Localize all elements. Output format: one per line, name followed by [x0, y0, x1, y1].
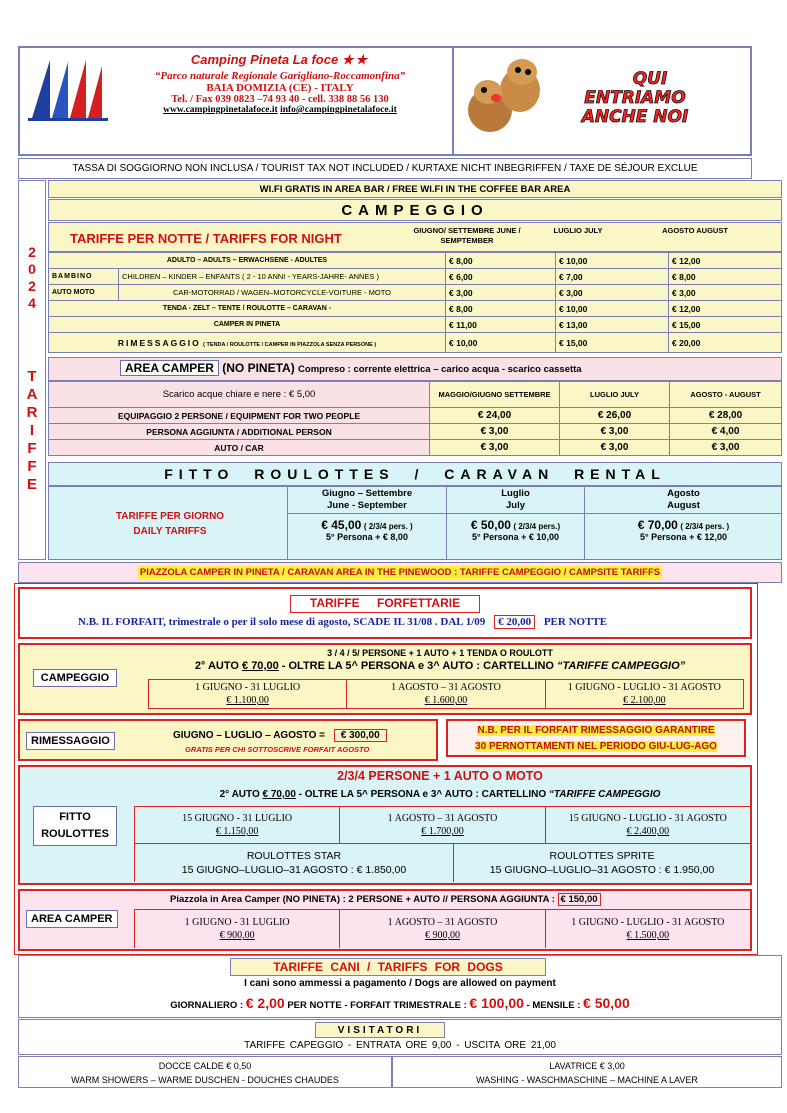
- dogs-monthly: - MENSILE :: [526, 1000, 581, 1011]
- area-price: € 3,00: [670, 440, 782, 456]
- period-price: € 900,00: [424, 930, 460, 941]
- fitto-pers: ( 2/3/4 pers.): [513, 522, 561, 531]
- fitto-pers: ( 2/3/4 pers. ): [680, 522, 730, 531]
- area-row-label: AUTO / CAR: [49, 440, 430, 456]
- area-price: € 24,00: [430, 408, 560, 424]
- forfait-period: [340, 910, 545, 948]
- sprite-title: ROULOTTES SPRITE: [549, 850, 655, 862]
- area-camper-np: (NO PINETA): [222, 361, 295, 375]
- price-cell: € 10,00: [556, 253, 669, 269]
- period-date: 1 AGOSTO – 31 AGOSTO: [391, 682, 501, 693]
- forfait-nb-text: N.B. IL FORFAIT, trimestrale o per il solo mese di agosto, SCADE IL 31/08 . DAL 1/09: [78, 616, 486, 628]
- dogs-sub: I cani sono ammessi a pagamento / Dogs are allowed on payment: [244, 978, 556, 989]
- fitto-extra: 5° Persona + € 8,00: [326, 532, 408, 542]
- price-cell: € 20,00: [669, 333, 782, 353]
- area-col-head: AGOSTO - AUGUST: [670, 382, 782, 408]
- forfait-ac-cols: [134, 909, 750, 948]
- row-adult: [49, 253, 782, 269]
- dogs-daily-price: € 2,00: [245, 995, 285, 1011]
- fitto-title: FITTO ROULOTTES / CARAVAN RENTAL: [48, 462, 782, 486]
- area-price: € 3,00: [430, 440, 560, 456]
- dogs-quarter: PER NOTTE - FORFAIT TRIMESTRALE :: [287, 1000, 467, 1011]
- fitto-col-month: Luglio: [501, 488, 530, 499]
- ac-text: Piazzola in Area Camper (NO PINETA) : 2 PERSONE + AUTO // PERSONA AGGIUNTA :: [170, 894, 555, 905]
- logo-sails-icon: [28, 52, 108, 124]
- area-col-head: MAGGIO/GIUGNO SETTEMBRE: [430, 382, 560, 408]
- fit-label-1: FITTO: [59, 811, 91, 823]
- col-head-2: LUGLIO JULY: [553, 226, 603, 235]
- period-price: € 2.100,00: [623, 695, 666, 706]
- l2c: “TARIFFE CAMPEGGIO”: [557, 660, 686, 672]
- forfait-nb: [78, 616, 607, 628]
- forfait-ac-l1: [170, 894, 601, 905]
- dogs-slogan: [530, 70, 740, 127]
- period-price: € 1.100,00: [226, 695, 269, 706]
- price-cell: € 3,00: [556, 285, 669, 301]
- area-table: [48, 381, 782, 456]
- night-label: TARIFFE PER NOTTE / TARIFFS FOR NIGHT: [70, 231, 342, 246]
- campeggio-table: [48, 252, 782, 353]
- header-text: [110, 52, 450, 115]
- fitto-col-month: Agosto: [667, 488, 700, 499]
- fitto-col-month: Giugno – Settembre: [321, 488, 413, 499]
- forfait-rim-l2: GRATIS PER CHI SOTTOSCRIVE FORFAIT AGOSTO: [185, 745, 370, 754]
- area-price: € 26,00: [560, 408, 670, 424]
- fitto-col: [585, 486, 782, 560]
- price-cell: € 3,00: [446, 285, 556, 301]
- row-label: ADULTO – ADULTS – ERWACHSENE - ADULTES: [49, 253, 446, 269]
- fitto-cols: [287, 486, 782, 560]
- forfait-fit-label: [33, 806, 117, 846]
- forfait-nb-end: PER NOTTE: [543, 616, 608, 628]
- row-label: TENDA - ZELT – TENTE / ROULOTTE – CARAVAN -: [49, 301, 446, 317]
- price-cell: € 8,00: [669, 269, 782, 285]
- campeggio-title: CAMPEGGIO: [48, 199, 782, 221]
- roulotte-star: [134, 844, 454, 882]
- price-cell: € 12,00: [669, 253, 782, 269]
- l2b: - OLTRE LA 5^ PERSONA e 3^ AUTO : CARTELLINO: [298, 789, 547, 800]
- price-cell: € 8,00: [446, 301, 556, 317]
- dogs-slogan-3: ANCHE NOI: [581, 107, 689, 127]
- wifi-notice: WI.FI GRATIS IN AREA BAR / FREE WI.FI IN THE COFFEE BAR AREA: [48, 180, 782, 198]
- forfait-period: [149, 680, 347, 708]
- price-cell: € 7,00: [556, 269, 669, 285]
- fitto-col: [447, 486, 585, 560]
- fitto-extra: 5° Persona + € 10,00: [472, 532, 559, 542]
- period-price: € 2.400,00: [626, 826, 670, 837]
- header-divider: [452, 46, 454, 156]
- row-label: CAR-MOTORRAD / WAGEN–MOTORCYCLE-VOITURE - MOTO: [119, 285, 446, 301]
- period-date: 1 GIUGNO - LUGLIO - 31 AGOSTO: [567, 682, 721, 693]
- l2p: € 70,00: [262, 789, 296, 800]
- park-name: “Parco naturale Regionale Garigliano-Roccamonfina”: [154, 70, 406, 82]
- visitors-title: VISITATORI: [315, 1022, 445, 1038]
- visitors-line: TARIFFE CAPEGGIO - ENTRATA ORE 9,00 - USCITA ORE 21,00: [244, 1040, 556, 1051]
- showers-label: WARM SHOWERS – WARME DUSCHEN - DOUCHES CHAUDES: [71, 1075, 339, 1085]
- tax-notice: TASSA DI SOGGIORNO NON INCLUSA / TOURIST TAX NOT INCLUDED / KURTAXE NICHT INBEGRIFFEN / TAXE DE SÉJOUR EXCLUE: [18, 158, 752, 179]
- forfait-period: [546, 807, 750, 843]
- period-price: € 1.150,00: [215, 826, 259, 837]
- fitto-col-month-en: June - September: [327, 500, 407, 511]
- forfait-camp-l2: [130, 660, 750, 672]
- dogs-slogan-2: ENTRIAMO: [584, 88, 686, 108]
- forfait-period: [134, 807, 340, 843]
- area-price: € 4,00: [670, 424, 782, 440]
- piazzola-text: PIAZZOLA CAMPER IN PINETA / CARAVAN AREA IN THE PINEWOOD : TARIFFE CAMPEGGIO / CAMPSITE TARIFFS: [139, 567, 661, 578]
- fitto-col-month-en: July: [505, 500, 525, 511]
- l2b: - OLTRE LA 5^ PERSONA e 3^ AUTO : CARTELLINO: [281, 660, 554, 672]
- fitto-daily-2: DAILY TARIFFS: [133, 526, 207, 537]
- price-cell: € 6,00: [446, 269, 556, 285]
- star-title: ROULOTTES STAR: [246, 850, 342, 862]
- fitto-price: € 45,00: [321, 518, 362, 532]
- price-cell: € 15,00: [556, 333, 669, 353]
- fitto-extra: 5° Persona + € 12,00: [640, 532, 727, 542]
- dogs-slogan-1: QUI: [632, 69, 668, 89]
- price-cell: € 12,00: [669, 301, 782, 317]
- area-price: € 3,00: [430, 424, 560, 440]
- dogs-prices: [18, 995, 782, 1011]
- area-row-label: PERSONA AGGIUNTA / ADDITIONAL PERSON: [49, 424, 430, 440]
- row-label: CAMPER IN PINETA: [49, 317, 446, 333]
- forfait-rim-l1: [173, 730, 387, 741]
- period-price: € 1.700,00: [421, 826, 464, 837]
- period-date: 15 GIUGNO - 31 LUGLIO: [182, 813, 293, 824]
- col-head-1: GIUGNO/ SETTEMBRE JUNE / SEMPTEMBER: [413, 226, 521, 245]
- forfait-title: TARIFFE FORFETTARIE: [290, 595, 480, 613]
- forfait-period: [134, 910, 340, 948]
- row-storage: [49, 333, 782, 353]
- fitto-col: [287, 486, 447, 560]
- fitto-price: € 50,00: [470, 518, 511, 532]
- area-row-label: EQUIPAGGIO 2 PERSONE / EQUIPMENT FOR TWO PEOPLE: [49, 408, 430, 424]
- camp-name: Camping Pineta La foce: [190, 52, 339, 67]
- forfait-period: [546, 680, 743, 708]
- roulotte-sprite: [454, 844, 750, 882]
- row-label: CHILDREN – KINDER – ENFANTS ( 2 - 10 ANNI - YEARS-JAHRE- ANNES ): [119, 269, 446, 285]
- l2p: € 70,00: [242, 660, 279, 672]
- period-date: 1 AGOSTO – 31 AGOSTO: [387, 917, 498, 928]
- area-price: € 3,00: [560, 440, 670, 456]
- period-date: 1 GIUGNO - LUGLIO - 31 AGOSTO: [571, 917, 725, 928]
- rim-note-1: N.B. PER IL FORFAIT RIMESSAGGIO GARANTIRE: [477, 725, 715, 736]
- area-camper-title-row: [120, 361, 582, 375]
- period-date: 15 GIUGNO - LUGLIO - 31 AGOSTO: [568, 813, 727, 824]
- l2a: 2° AUTO: [194, 660, 239, 672]
- row-label: RIMESSAGGIO: [117, 337, 201, 348]
- forfait-ac-label: AREA CAMPER: [26, 910, 118, 928]
- fitto-col-month-en: August: [667, 500, 700, 511]
- side-year: 2 0 2 4: [28, 244, 36, 311]
- forfait-fit-l1: 2/3/4 PERSONE + 1 AUTO O MOTO: [337, 769, 543, 783]
- washing-box: [392, 1056, 782, 1088]
- fitto-price: € 70,00: [637, 518, 678, 532]
- dogs-daily: GIORNALIERO :: [170, 1000, 244, 1011]
- period-price: € 900,00: [219, 930, 255, 941]
- area-col-head: LUGLIO JULY: [560, 382, 670, 408]
- forfait-fit-l2: [130, 789, 750, 800]
- area-price: € 28,00: [670, 408, 782, 424]
- price-cell: € 10,00: [446, 333, 556, 353]
- area-camper-desc: Compreso : corrente elettrica – carico acqua - scarico cassetta: [298, 364, 582, 375]
- rim-text: GIUGNO – LUGLIO – AGOSTO =: [173, 730, 325, 741]
- period-date: 1 GIUGNO - 31 LUGLIO: [184, 917, 290, 928]
- dogs-quarter-price: € 100,00: [469, 995, 524, 1011]
- row-camper: [49, 317, 782, 333]
- col-head-3: AGOSTO AUGUST: [662, 226, 728, 235]
- period-date: 1 GIUGNO - 31 LUGLIO: [195, 682, 301, 693]
- location: BAIA DOMIZIA (CE) - ITALY: [206, 82, 354, 94]
- rim-note-2: 30 PERNOTTAMENTI NEL PERIODO GIU-LUG-AGO: [475, 741, 717, 752]
- period-date: 1 AGOSTO – 31 AGOSTO: [387, 813, 498, 824]
- l2a: 2° AUTO: [219, 789, 260, 800]
- price-cell: € 3,00: [669, 285, 782, 301]
- row-tent: [49, 301, 782, 317]
- forfait-period: [347, 680, 545, 708]
- forfait-fit-cols: [134, 806, 750, 844]
- sprite-price: 15 GIUGNO–LUGLIO–31 AGOSTO : € 1.950,00: [489, 864, 715, 876]
- row-car: [49, 285, 782, 301]
- forfait-camp-l1: 3 / 4 / 5/ PERSONE + 1 AUTO + 1 TENDA O ROULOTT: [327, 648, 553, 658]
- period-price: € 1.600,00: [424, 695, 468, 706]
- row-tag: BAMBINO: [49, 269, 119, 285]
- fit-label-2: ROULOTTES: [41, 828, 109, 840]
- fitto-pers: ( 2/3/4 pers. ): [363, 522, 413, 531]
- washing-price: LAVATRICE € 3,00: [549, 1061, 625, 1071]
- phone: Tel. / Fax 039 0823 –74 93 40 - cell. 338 88 56 130: [171, 94, 389, 105]
- l2c: “TARIFFE CAMPEGGIO: [548, 789, 661, 800]
- showers-price: DOCCE CALDE € 0,50: [158, 1061, 252, 1071]
- price-cell: € 11,00: [446, 317, 556, 333]
- stars-icon: ★★: [341, 52, 370, 67]
- area-price: € 3,00: [560, 424, 670, 440]
- forfait-nb-price: € 20,00: [494, 615, 535, 629]
- forfait-rim-note: [446, 719, 746, 757]
- row-label-small: ( TENDA / ROULOTTE / CAMPER IN PIAZZOLA SENZA PERSONE ): [203, 341, 377, 348]
- forfait-camp-cols: [148, 679, 744, 709]
- row-tag: AUTO MOTO: [49, 285, 119, 301]
- email-link[interactable]: info@campingpinetalafoce.it: [280, 105, 397, 115]
- fitto-daily-1: TARIFFE PER GIORNO: [115, 511, 225, 522]
- area-camper-title: AREA CAMPER: [120, 360, 219, 376]
- fitto-daily: [70, 509, 270, 539]
- forfait-period: [546, 910, 750, 948]
- scarico-label: Scarico acque chiare e nere : € 5,00: [49, 382, 430, 408]
- forfait-rim-label: RIMESSAGGIO: [26, 732, 115, 750]
- dogs-monthly-price: € 50,00: [583, 995, 630, 1011]
- rim-price: € 300,00: [334, 729, 387, 742]
- forfait-camp-label: CAMPEGGIO: [33, 669, 117, 687]
- website-link[interactable]: www.campingpinetalafoce.it: [163, 105, 278, 115]
- piazzola-bar: [18, 562, 782, 583]
- price-cell: € 13,00: [556, 317, 669, 333]
- price-cell: € 8,00: [446, 253, 556, 269]
- price-cell: € 10,00: [556, 301, 669, 317]
- star-price: 15 GIUGNO–LUGLIO–31 AGOSTO : € 1.850,00: [181, 864, 407, 876]
- row-child: [49, 269, 782, 285]
- forfait-period: [340, 807, 545, 843]
- forfait-fit-star: [134, 844, 750, 882]
- showers-box: [18, 1056, 392, 1088]
- dogs-title: TARIFFE CANI / TARIFFS FOR DOGS: [230, 958, 546, 976]
- side-word: T A R I F F E: [26, 368, 38, 493]
- period-price: € 1.500,00: [626, 930, 670, 941]
- ac-price: € 150,00: [558, 893, 601, 906]
- washing-label: WASHING - WASCHMASCHINE – MACHINE A LAVER: [476, 1075, 698, 1085]
- price-cell: € 15,00: [669, 317, 782, 333]
